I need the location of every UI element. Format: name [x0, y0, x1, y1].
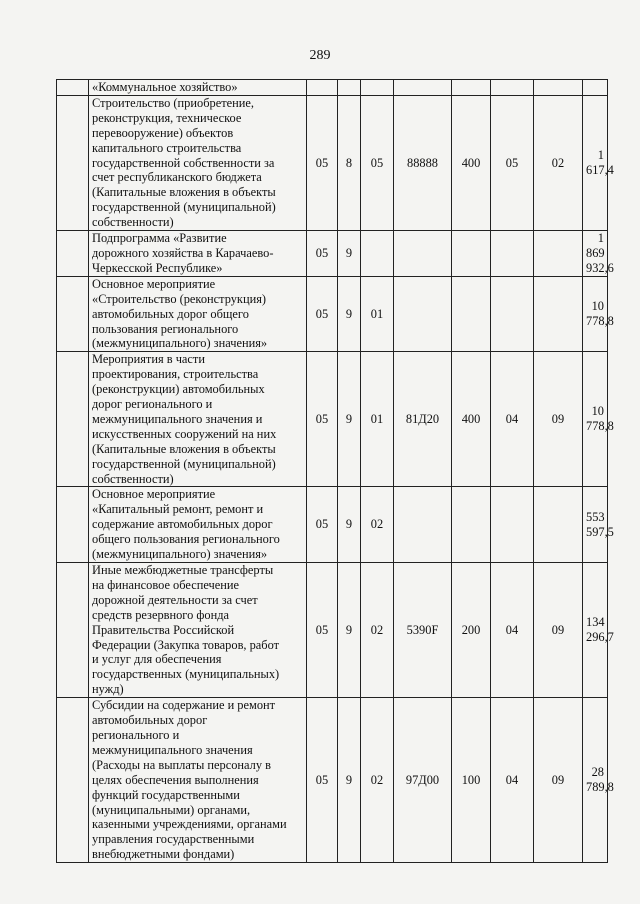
item-name-line: собственности) [92, 215, 174, 230]
amount-cell: 134 296,7 [583, 563, 608, 698]
division-cell [491, 231, 534, 277]
subprogram-code-cell [338, 80, 361, 96]
subdivision-cell: 02 [534, 95, 583, 230]
item-name-line: Иные межбюджетные трансферты [92, 563, 274, 577]
expense-type-cell: 400 [452, 95, 491, 230]
direction-code-cell [394, 231, 452, 277]
amount-cell: 1 869 932,6 [583, 231, 608, 277]
item-name-line: государственной (муниципальной) [92, 456, 276, 471]
subdivision-cell: 09 [534, 563, 583, 698]
row-number-cell [57, 563, 89, 698]
item-name-line: межмуниципального значения [92, 742, 253, 757]
section-code-cell: 05 [307, 231, 338, 277]
subdivision-cell [534, 276, 583, 352]
item-name-line: средств резервного фонда [92, 607, 230, 622]
table-row [57, 563, 608, 698]
item-name-line: «Коммунальное хозяйство» [92, 80, 238, 94]
item-name-cell [89, 95, 307, 230]
item-name-line: дорожного хозяйства в Карачаево- [92, 245, 274, 260]
division-cell [491, 80, 534, 96]
expense-type-cell [452, 487, 491, 563]
amount-cell: 28 789,8 [583, 698, 608, 863]
item-name-line: проектирования, строительства [92, 367, 259, 382]
division-cell: 04 [491, 352, 534, 487]
direction-code-cell: 88888 [394, 95, 452, 230]
item-name-line: Основное мероприятие [92, 276, 216, 291]
expense-type-cell [452, 231, 491, 277]
subdivision-cell [534, 80, 583, 96]
item-name-line: (межмуниципального) значения» [92, 547, 268, 562]
item-name-line: перевооружение) объектов [92, 125, 234, 140]
item-name-line: (Капитальные вложения в объекты [92, 185, 276, 200]
section-code-cell: 05 [307, 563, 338, 698]
item-name-line: (реконструкции) автомобильных [92, 382, 265, 397]
amount-cell: 10 778,8 [583, 276, 608, 352]
direction-code-cell: 5390F [394, 563, 452, 698]
measure-code-cell: 05 [361, 95, 394, 230]
amount-cell: 10 778,8 [583, 352, 608, 487]
item-name-line: казенными учреждениями, органами [92, 817, 287, 832]
subprogram-code-cell: 9 [338, 487, 361, 563]
item-name-line: целях обеспечения выполнения [92, 772, 259, 787]
item-name-line: государственных (муниципальных) [92, 667, 280, 682]
expense-type-cell [452, 80, 491, 96]
direction-code-cell: 81Д20 [394, 352, 452, 487]
item-name-line: на финансовое обеспечение [92, 577, 240, 592]
item-name-line: функций государственными [92, 787, 240, 802]
measure-code-cell: 02 [361, 487, 394, 563]
item-name-line: «Строительство (реконструкция) [92, 291, 267, 306]
row-number-cell [57, 95, 89, 230]
row-number-cell [57, 352, 89, 487]
item-name-line: «Капитальный ремонт, ремонт и [92, 502, 264, 517]
item-name-line: (Капитальные вложения в объекты [92, 441, 276, 456]
row-number-cell [57, 231, 89, 277]
subdivision-cell [534, 231, 583, 277]
item-name-line: управления государственными [92, 832, 255, 847]
row-number-cell [57, 80, 89, 96]
expense-type-cell: 200 [452, 563, 491, 698]
row-number-cell [57, 487, 89, 563]
item-name-line: регионального и [92, 727, 180, 742]
section-code-cell: 05 [307, 698, 338, 863]
item-name-cell [89, 80, 307, 96]
subdivision-cell: 09 [534, 352, 583, 487]
item-name-line: Черкесской Республике» [92, 260, 223, 275]
table-row [57, 276, 608, 352]
expense-type-cell: 100 [452, 698, 491, 863]
item-name-cell [89, 698, 307, 863]
item-name-line: Субсидии на содержание и ремонт [92, 698, 276, 713]
direction-code-cell [394, 80, 452, 96]
item-name-line: капитального строительства [92, 140, 242, 155]
table-row [57, 487, 608, 563]
subprogram-code-cell: 9 [338, 698, 361, 863]
row-number-cell [57, 698, 89, 863]
item-name-line: собственности) [92, 471, 174, 486]
item-name-cell [89, 487, 307, 563]
item-name-line: содержание автомобильных дорог [92, 517, 273, 532]
item-name-line: автомобильных дорог [92, 713, 208, 728]
subdivision-cell: 09 [534, 698, 583, 863]
item-name-line: Мероприятия в части [92, 352, 205, 367]
item-name-line: и услуг для обеспечения [92, 652, 222, 667]
item-name-line: государственной (муниципальной) [92, 200, 276, 215]
division-cell [491, 487, 534, 563]
item-name-cell [89, 352, 307, 487]
item-name-line: государственной собственности за [92, 155, 275, 170]
table-row [57, 698, 608, 863]
item-name-cell [89, 231, 307, 277]
row-number-cell [57, 276, 89, 352]
table-row [57, 352, 608, 487]
item-name-line: (Расходы на выплаты персоналу в [92, 757, 271, 772]
item-name-line: общего пользования регионального [92, 532, 280, 547]
expense-type-cell [452, 276, 491, 352]
subprogram-code-cell: 9 [338, 352, 361, 487]
item-name-line: Федерации (Закупка товаров, работ [92, 637, 280, 652]
measure-code-cell: 01 [361, 276, 394, 352]
budget-table [56, 79, 614, 863]
item-name-line: Подпрограмма «Развитие [92, 231, 227, 246]
section-code-cell [307, 80, 338, 96]
table-row [57, 95, 608, 230]
item-name-line: пользования регионального [92, 321, 239, 336]
subdivision-cell [534, 487, 583, 563]
page-number: 289 [309, 48, 331, 63]
measure-code-cell [361, 80, 394, 96]
item-name-line: дорожной деятельности за счет [92, 592, 258, 607]
subprogram-code-cell: 9 [338, 231, 361, 277]
item-name-cell [89, 563, 307, 698]
item-name-line: дорог регионального и [92, 397, 213, 412]
item-name-line: автомобильных дорог общего [92, 306, 249, 321]
division-cell: 05 [491, 95, 534, 230]
measure-code-cell [361, 231, 394, 277]
section-code-cell: 05 [307, 487, 338, 563]
table-row [57, 231, 608, 277]
subprogram-code-cell: 9 [338, 276, 361, 352]
direction-code-cell: 97Д00 [394, 698, 452, 863]
subprogram-code-cell: 9 [338, 563, 361, 698]
item-name-line: (муниципальными) органами, [92, 802, 251, 817]
item-name-line: Строительство (приобретение, [92, 95, 254, 110]
item-name-line: искусственных сооружений на них [92, 426, 277, 441]
section-code-cell: 05 [307, 352, 338, 487]
amount-cell: 1 617,4 [583, 95, 608, 230]
direction-code-cell [394, 276, 452, 352]
expense-type-cell: 400 [452, 352, 491, 487]
measure-code-cell: 01 [361, 352, 394, 487]
amount-cell: 553 597,5 [583, 487, 608, 563]
item-name-cell [89, 276, 307, 352]
item-name-line: (межмуниципального) значения» [92, 336, 268, 351]
division-cell: 04 [491, 563, 534, 698]
item-name-line: реконструкция, техническое [92, 110, 242, 125]
item-name-line: межмуниципального значения и [92, 411, 263, 426]
item-name-line: Основное мероприятие [92, 487, 216, 502]
item-name-line: счет республиканского бюджета [92, 170, 262, 185]
direction-code-cell [394, 487, 452, 563]
budget-table-body [57, 80, 614, 863]
item-name-line: нужд) [92, 682, 124, 697]
table-row [57, 80, 608, 96]
subprogram-code-cell: 8 [338, 95, 361, 230]
amount-cell [583, 80, 608, 96]
item-name-line: Правительства Российской [92, 622, 235, 637]
measure-code-cell: 02 [361, 563, 394, 698]
item-name-line: внебюджетными фондами) [92, 847, 235, 862]
section-code-cell: 05 [307, 95, 338, 230]
division-cell: 04 [491, 698, 534, 863]
division-cell [491, 276, 534, 352]
measure-code-cell: 02 [361, 698, 394, 863]
section-code-cell: 05 [307, 276, 338, 352]
